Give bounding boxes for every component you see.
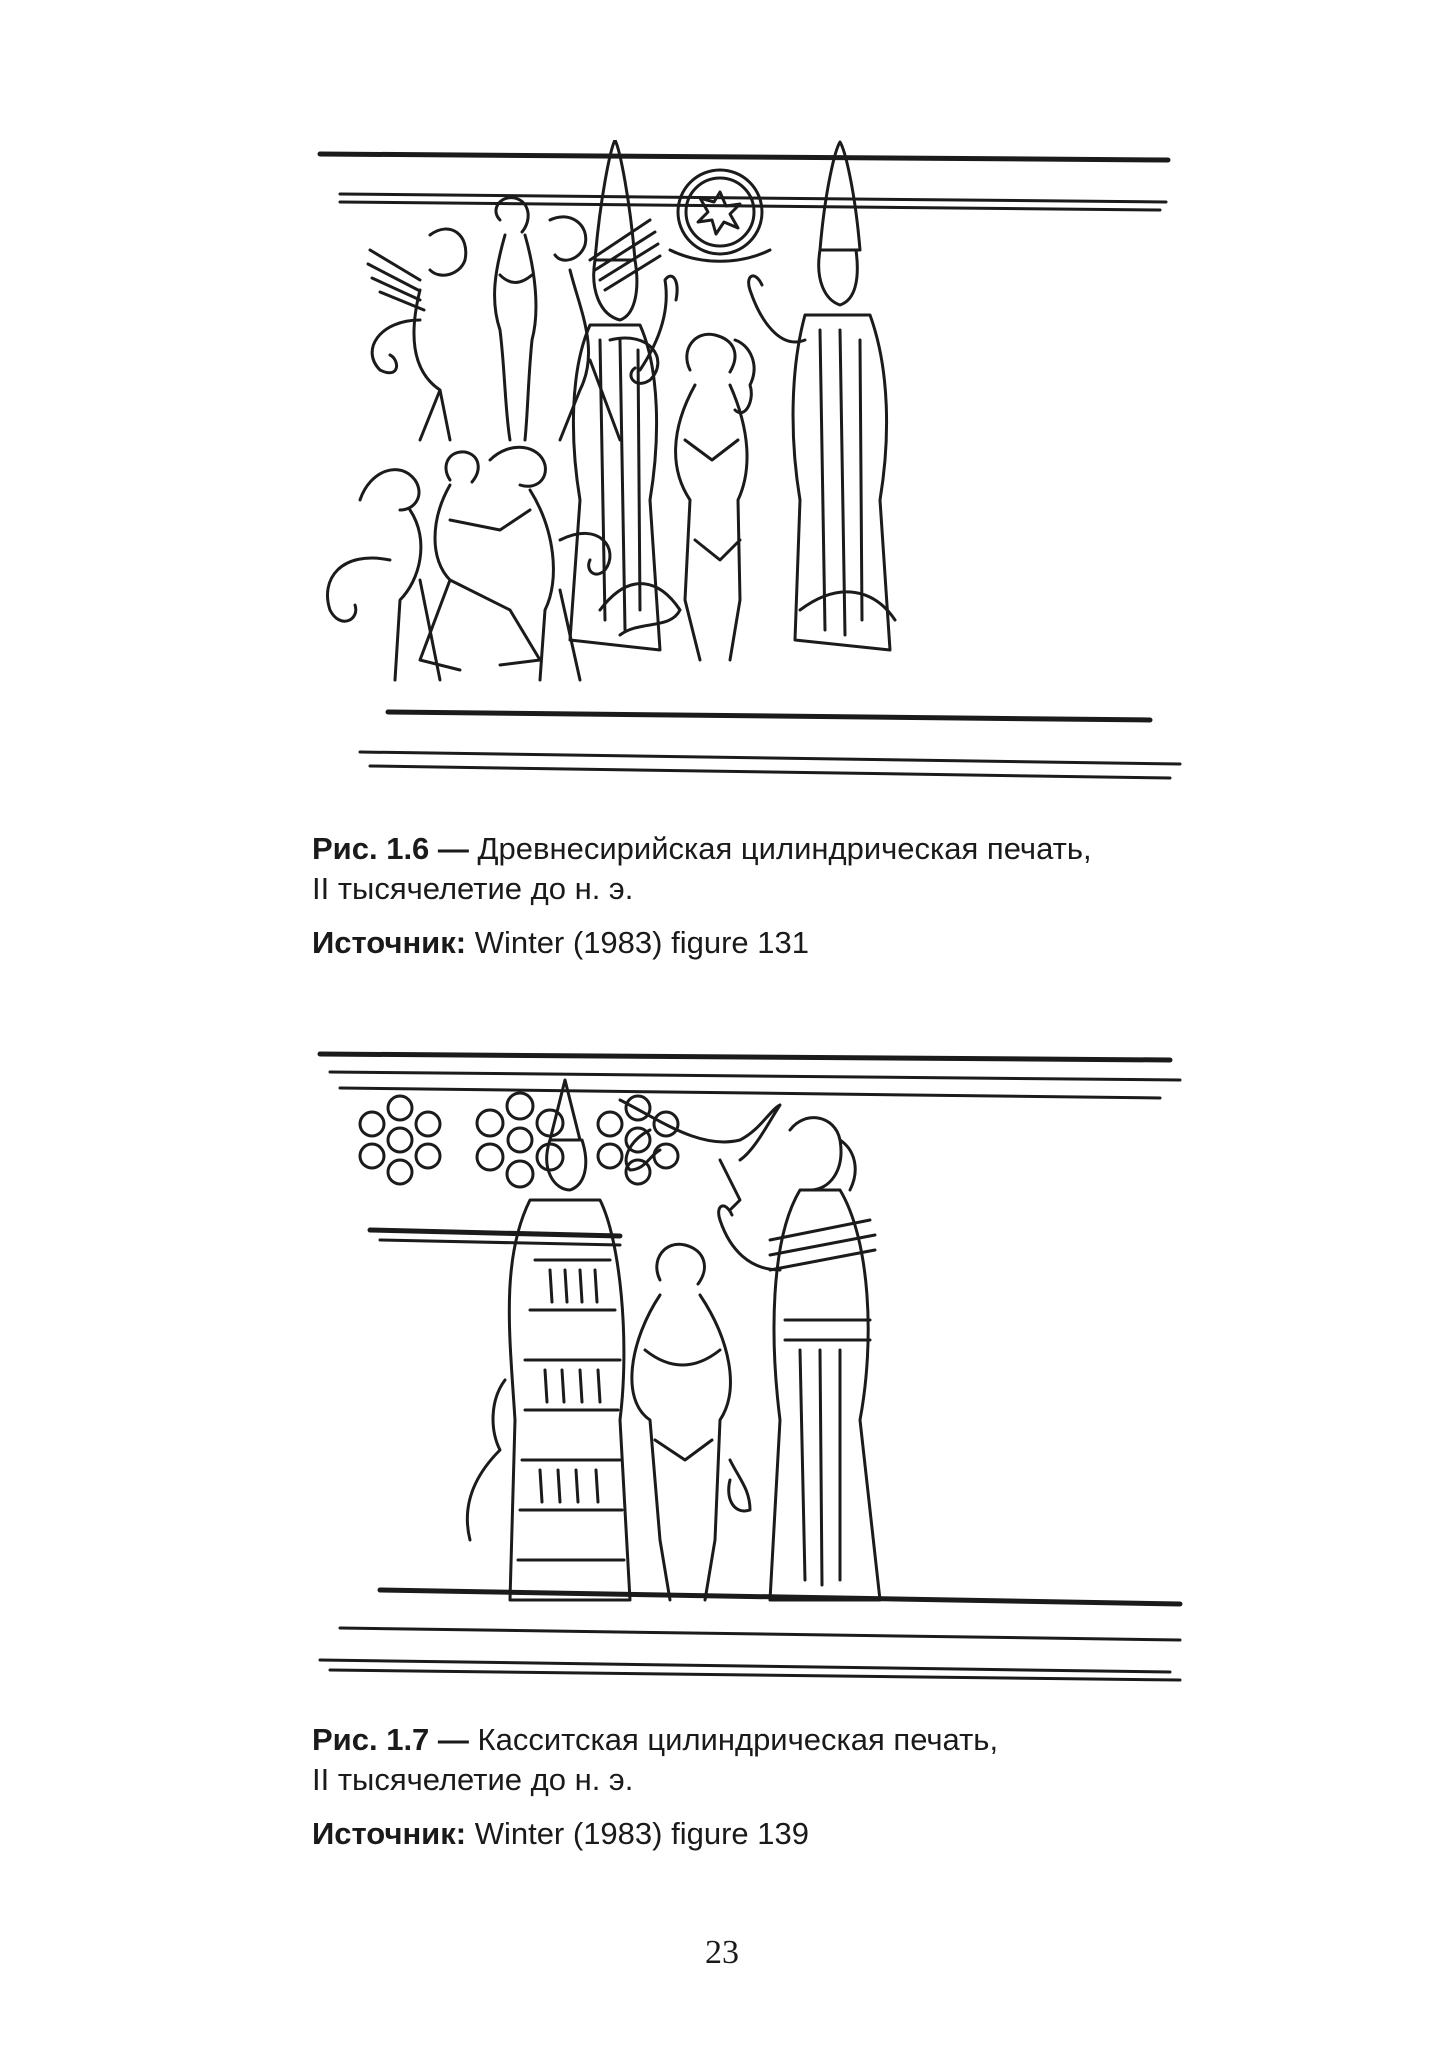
figure-1-7-caption bbox=[312, 1720, 1272, 1854]
nude-goddess bbox=[676, 334, 754, 660]
nude-goddess-center bbox=[632, 1244, 750, 1600]
deity-tall-hat bbox=[570, 140, 680, 650]
caption-label: Рис. 1.7 — bbox=[312, 1722, 469, 1757]
caption-first-line bbox=[312, 829, 1272, 869]
caption-text: Древнесирийская цилиндрическая печать, bbox=[468, 831, 1092, 866]
bearded-worshipper bbox=[719, 1118, 880, 1600]
deity-tiered-robe bbox=[467, 1080, 630, 1600]
caption-second-line: II тысячелетие до н. э. bbox=[312, 1762, 634, 1797]
caption-second-line: II тысячелетие до н. э. bbox=[312, 871, 634, 906]
rampant-lion-right bbox=[490, 447, 610, 680]
source-text: Winter (1983) figure 131 bbox=[466, 925, 809, 960]
nude-figure-top bbox=[495, 198, 536, 440]
source-label: Источник: bbox=[312, 1816, 467, 1851]
star-disc-symbol bbox=[670, 170, 770, 261]
old-syrian-seal-illustration bbox=[300, 140, 1200, 800]
winged-sphinx-right bbox=[550, 217, 660, 440]
bird-figure bbox=[620, 1100, 780, 1210]
page-number: 23 bbox=[705, 1934, 739, 1971]
caption-source bbox=[312, 923, 1272, 963]
rosette-1 bbox=[360, 1096, 440, 1184]
figure-1-6-caption bbox=[312, 829, 1272, 963]
kassite-seal-illustration bbox=[300, 1040, 1200, 1700]
caption-source bbox=[312, 1814, 1272, 1854]
deity-right-tall-hat bbox=[749, 142, 895, 650]
winged-sphinx-left bbox=[368, 229, 466, 440]
figure-1-6-seal-drawing bbox=[300, 140, 1200, 800]
figure-1-7-seal-drawing bbox=[300, 1040, 1200, 1700]
caption-first-line bbox=[312, 1720, 1272, 1760]
source-label: Источник: bbox=[312, 925, 467, 960]
source-text: Winter (1983) figure 139 bbox=[466, 1816, 809, 1851]
caption-text: Касситская цилиндрическая печать, bbox=[468, 1722, 999, 1757]
caption-label: Рис. 1.6 — bbox=[312, 831, 469, 866]
